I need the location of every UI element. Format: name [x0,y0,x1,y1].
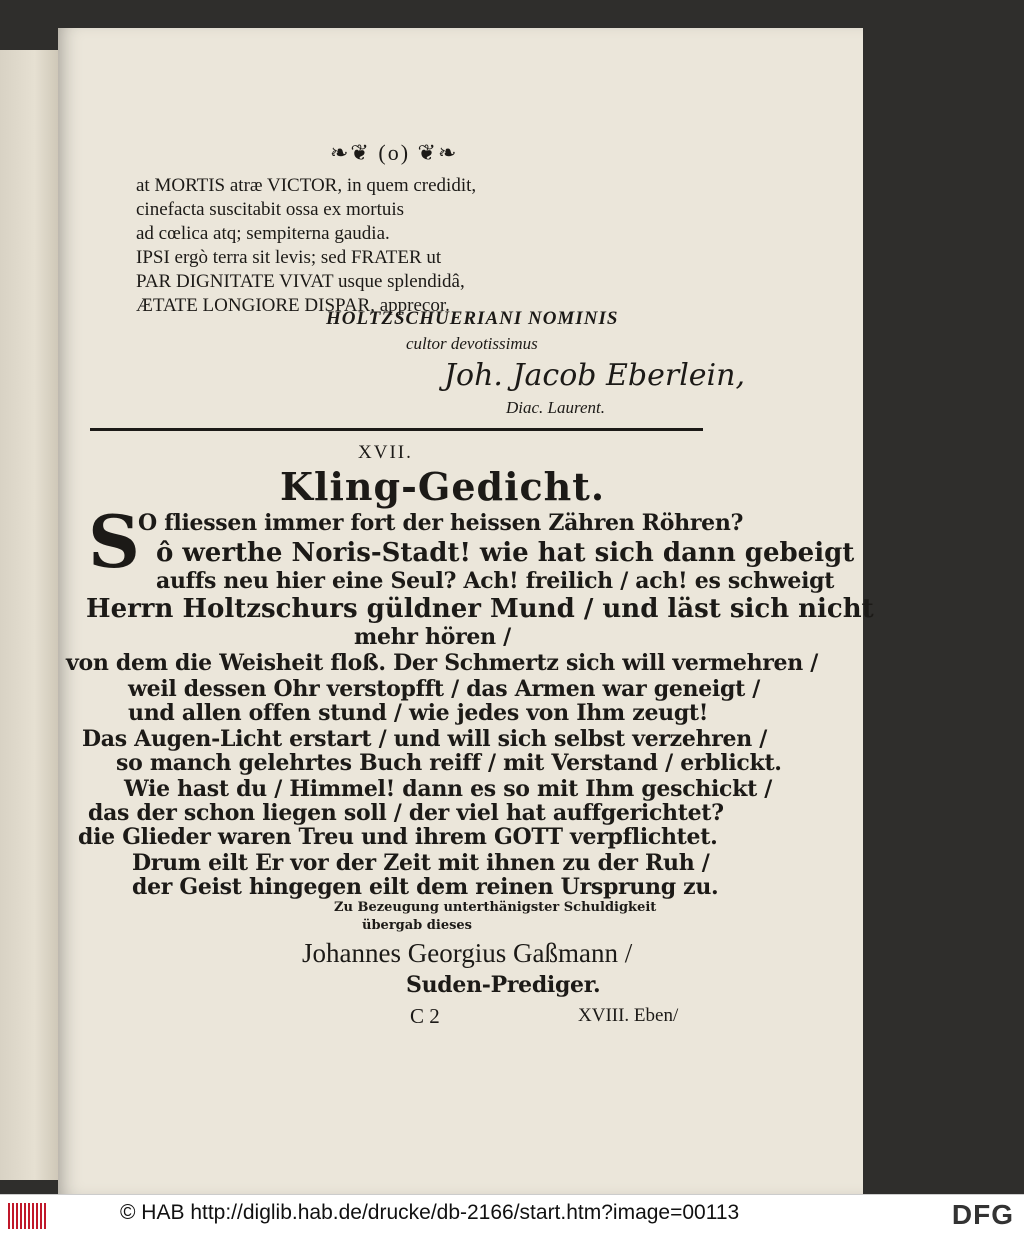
poem-title: Kling-Gedicht. [280,464,606,509]
poem-line-4-continued: mehr hören / [354,624,511,650]
previous-page-edge [0,50,58,1180]
source-url[interactable]: © HAB http://diglib.hab.de/drucke/db-2166/start.htm?image=00113 [120,1201,740,1224]
catchword: XVIII. Eben/ [578,1005,679,1026]
signature-title: Diac. Laurent. [506,398,606,417]
footer-bar [0,1194,1024,1235]
poem-line-13: Drum eilt Er vor der Zeit mit ihnen zu der Ruh / [132,850,710,876]
latin-line-6: ÆTATE LONGIORE DISPAR, apprecor. [136,295,450,316]
poem-line-9: so manch gelehrtes Buch reiff / mit Verstand / erblickt. [116,750,782,776]
book-page [58,28,874,1194]
header-ornament: ❧❦ (o) ❦❧ [330,140,459,165]
poem-line-11: das der schon liegen soll / der viel hat auffgerichtet? [88,800,724,826]
dedication-role: cultor devotissimus [406,334,538,353]
poem-line-5: von dem die Weisheit floß. Der Schmertz sich will vermehren / [66,650,819,676]
latin-line-4: IPSI ergò terra sit levis; sed FRATER ut [136,247,442,268]
latin-line-2: cinefacta suscitabit ossa ex mortuis [136,199,405,220]
poem-line-2: ô werthe Noris-Stadt! wie hat sich dann gebeigt [156,538,855,568]
author-name: Johannes Georgius Gaßmann / [302,938,633,968]
poem-line-10: Wie hast du / Himmel! dann es so mit Ihm geschickt / [124,776,773,802]
section-divider [90,428,703,431]
poem-line-4: Herrn Holtzschurs güldner Mund / und läst sich nicht [86,594,874,624]
poem-number: XVII. [358,442,413,463]
hab-logo-icon [8,1203,48,1229]
drop-capital: S [88,499,140,584]
poem-line-8: Das Augen-Licht erstart / und will sich selbst verzehren / [82,726,768,752]
poem-line-12: die Glieder waren Treu und ihrem GOTT verpflichtet. [78,824,718,850]
author-title: Suden-Prediger. [406,972,601,998]
signature: Joh. Jacob Eberlein, [444,358,745,393]
latin-line-1: at MORTIS atræ VICTOR, in quem credidit, [136,175,477,196]
dfg-logo: DFG [951,1199,1014,1230]
poem-line-7: und allen offen stund / wie jedes von Ihm zeugt! [128,700,709,726]
poem-line-1: O fliessen immer fort der heissen Zähren Röhren? [138,510,744,536]
poem-line-3: auffs neu hier eine Seul? Ach! freilich / ach! es schweigt [156,568,835,594]
latin-line-3: ad cœlica atq; sempiterna gaudia. [136,223,390,244]
dedication-name: HOLTZSCHUERIANI NOMINIS [326,308,619,329]
closing-line-1: Zu Bezeugung unterthänigster Schuldigkeit [334,900,657,915]
closing-line-2: übergab dieses [362,918,472,933]
poem-line-6: weil dessen Ohr verstopfft / das Armen war geneigt / [128,676,761,702]
signature-mark: C 2 [410,1004,440,1028]
poem-line-14: der Geist hingegen eilt dem reinen Ursprung zu. [132,874,719,900]
latin-line-5: PAR DIGNITATE VIVAT usque splendidâ, [136,271,465,292]
